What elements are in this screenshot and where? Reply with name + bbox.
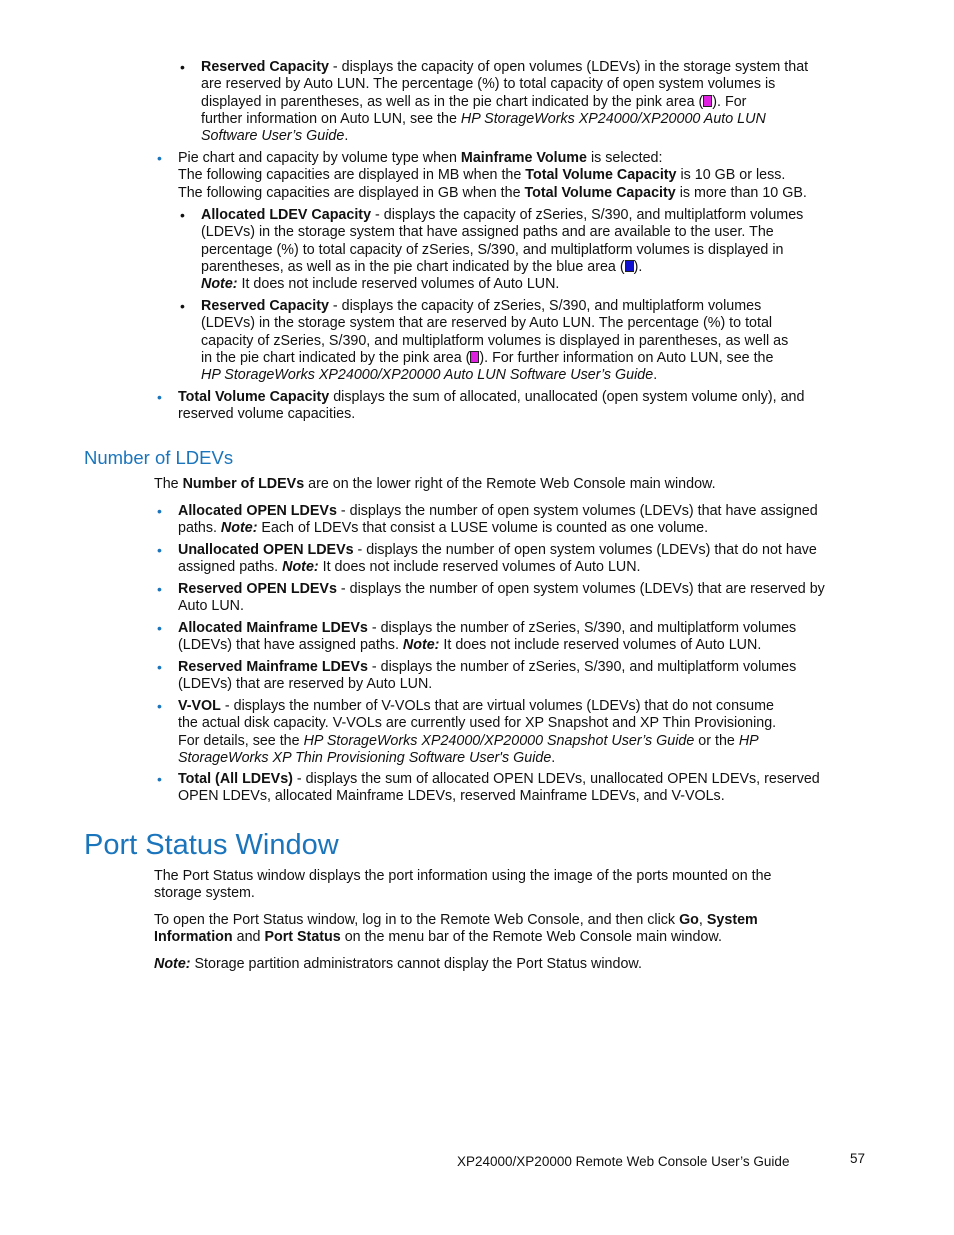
note-label: Note: (201, 276, 238, 293)
blue-swatch-icon (625, 260, 634, 272)
bullet-dot: • (157, 698, 162, 714)
port-status-note: Note: Storage partition administrators cannot display the Port Status window. (154, 956, 642, 972)
port-status-paragraph-2: To open the Port Status window, log in to the Remote Web Console, and then click Go, System Information and Port Status on the menu bar of the Remote Web Console main window. (154, 912, 758, 946)
list-item-reserved-open-ldevs: Reserved OPEN LDEVs - displays the number of open system volumes (LDEVs) that are reserved by Auto LUN. (178, 581, 825, 615)
port-status-paragraph-1: The Port Status window displays the port information using the image of the ports mounted on the storage system. (154, 868, 772, 902)
list-item-allocated-mainframe-ldevs: Allocated Mainframe LDEVs - displays the number of zSeries, S/390, and multiplatform volumes (LDEVs) that have assigned paths. Note: It does not include reserved volumes of Auto LUN. (178, 620, 797, 654)
term: Reserved Capacity (201, 59, 329, 75)
list-item-reserved-mainframe-ldevs: Reserved Mainframe LDEVs - displays the number of zSeries, S/390, and multiplatform volumes (LDEVs) that are reserved by Auto LUN. (178, 659, 797, 693)
reserved-capacity-mainframe: Reserved Capacity - displays the capacity of zSeries, S/390, and multiplatform volumes (LDEVs) in the storage system that are reserved by Auto LUN. The percentage (%) to total capacity of zSeries, S/390, and multiplatform volumes is displayed in parentheses, as well as in the pie chart indicated by the pink area ( ). For further information on Auto LUN, see the HP StorageWorks XP24000/XP20000 Auto LUN Software User’s Guide. (201, 298, 789, 384)
bullet-dot: • (157, 150, 162, 166)
bullet-dot: • (180, 207, 185, 223)
list-item-v-vol: V-VOL - displays the number of V-VOLs that are virtual volumes (LDEVs) that do not consume the actual disk capacity. V-VOLs are currently used for XP Snapshot and XP Thin Provisioning. For details, see the HP StorageWorks XP24000/XP20000 Snapshot User’s Guide or the HP StorageWorks XP Thin Provisioning Software User's Guide. (178, 698, 777, 766)
bullet-dot: • (180, 59, 185, 75)
pink-swatch-icon (703, 95, 712, 107)
section-heading-port-status: Port Status Window (84, 829, 339, 861)
list-item-unallocated-open-ldevs: Unallocated OPEN LDEVs - displays the number of open system volumes (LDEVs) that do not have assigned paths. Note: It does not include reserved volumes of Auto LUN. (178, 542, 817, 576)
footer-title: XP24000/XP20000 Remote Web Console User’s Guide (457, 1154, 790, 1169)
ldevs-intro: The Number of LDEVs are on the lower right of the Remote Web Console main window. (154, 476, 716, 492)
allocated-ldev-capacity: Allocated LDEV Capacity - displays the capacity of zSeries, S/390, and multiplatform volumes (LDEVs) in the storage system that have assigned paths and are available to the user. The percentage (%) to total capacity of zSeries, S/390, and multiplatform volumes is displayed in parentheses, as well as in the pie chart indicated by the blue area ( ). Note: It does not include reserved volumes of Auto LUN. (201, 207, 804, 293)
bullet-dot: • (157, 659, 162, 675)
mainframe-intro: Pie chart and capacity by volume type when Mainframe Volume is selected: The following capacities are displayed in MB when the Total Volume Capacity is 10 GB or less. The following capacities are displayed in GB when the Total Volume Capacity is more than 10 GB. (178, 150, 807, 201)
bullet-dot: • (157, 581, 162, 597)
section-heading-ldevs: Number of LDEVs (84, 447, 234, 468)
list-item-total-all-ldevs: Total (All LDEVs) - displays the sum of allocated OPEN LDEVs, unallocated OPEN LDEVs, reserved OPEN LDEVs, allocated Mainframe LDEVs, reserved Mainframe LDEVs, and V-VOLs. (178, 771, 820, 805)
total-volume-capacity: Total Volume Capacity displays the sum of allocated, unallocated (open system volume only), and reserved volume capacities. (178, 389, 805, 423)
note-label: Note: (154, 956, 191, 972)
bullet-dot: • (157, 542, 162, 558)
reserved-capacity-open: Reserved Capacity - displays the capacity of open volumes (LDEVs) in the storage system that are reserved by Auto LUN. The percentage (%) to total capacity of open system volumes is displayed in parentheses, as well as in the pie chart indicated by the pink area ( ). For further information on Auto LUN, see the HP StorageWorks XP24000/XP20000 Auto LUN Software User’s Guide. (201, 59, 809, 145)
bullet-dot: • (157, 771, 162, 787)
bullet-dot: • (157, 503, 162, 519)
bullet-dot: • (180, 298, 185, 314)
bullet-dot: • (157, 620, 162, 636)
bullet-dot: • (157, 389, 162, 405)
list-item-allocated-open-ldevs: Allocated OPEN LDEVs - displays the number of open system volumes (LDEVs) that have assigned paths. Note: Each of LDEVs that consist a LUSE volume is counted as one volume. (178, 503, 818, 537)
page-number: 57 (850, 1151, 866, 1166)
